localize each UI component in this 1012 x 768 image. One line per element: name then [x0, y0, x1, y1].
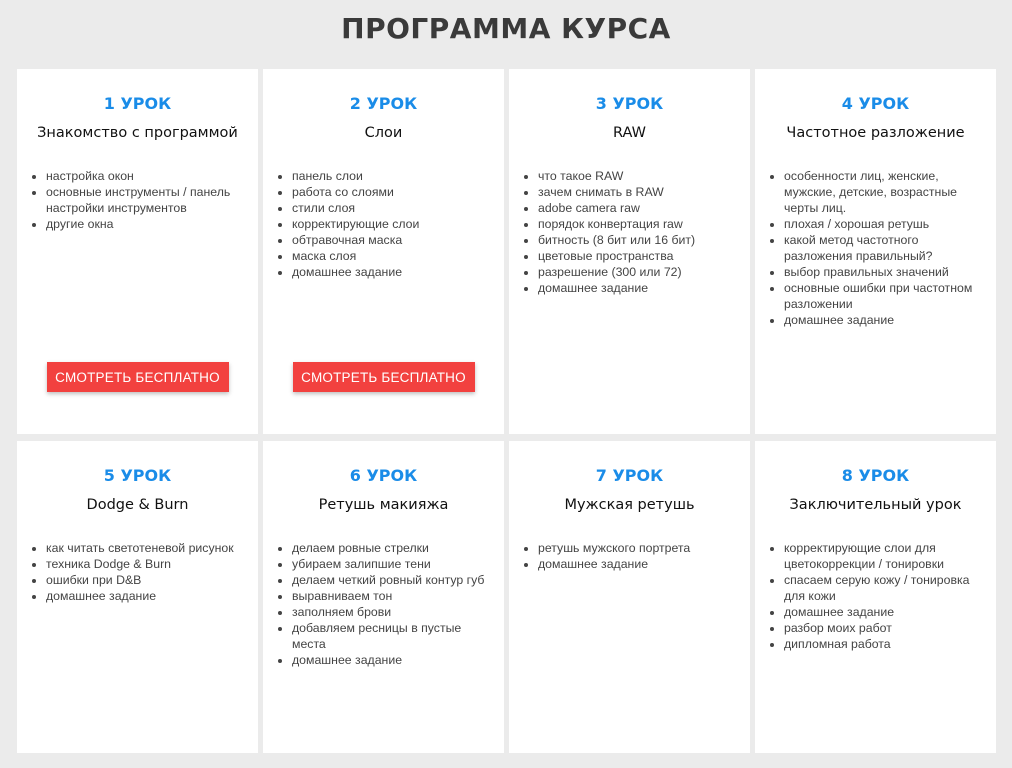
lesson-title: Слои [364, 125, 403, 141]
lesson-topics [27, 168, 252, 232]
lesson-title: Частотное разложение [786, 125, 965, 141]
topic-item: • зачем снимать в RAW [538, 184, 744, 200]
topic-item: • основные инструменты / панель настройки инструментов [46, 184, 252, 216]
lesson-number: 4 УРОК [841, 94, 910, 113]
lesson-number: 3 УРОК [595, 94, 664, 113]
lessons-grid [17, 69, 997, 753]
lesson-card-7 [509, 441, 750, 753]
topic-item: • корректирующие слои для цветокоррекции / тонировки [784, 540, 990, 572]
lesson-topics [519, 168, 744, 296]
lesson-topics [519, 540, 744, 572]
lesson-card-6 [263, 441, 504, 753]
topic-item: • ошибки при D&B [46, 572, 252, 588]
topic-item: • основные ошибки при частотном разложении [784, 280, 990, 312]
watch-free-button[interactable]: СМОТРЕТЬ БЕСПЛАТНО [293, 362, 475, 392]
topic-item: • техника Dodge & Burn [46, 556, 252, 572]
topic-item: • корректирующие слои [292, 216, 498, 232]
topic-item: • цветовые пространства [538, 248, 744, 264]
lesson-topics [765, 168, 990, 328]
lesson-card-8 [755, 441, 996, 753]
topic-item: • домашнее задание [784, 604, 990, 620]
lesson-card-3 [509, 69, 750, 434]
topic-item: • работа со слоями [292, 184, 498, 200]
lesson-topics [273, 540, 498, 668]
topic-item: • обтравочная маска [292, 232, 498, 248]
topic-item: • какой метод частотного разложения правильный? [784, 232, 990, 264]
topic-item: • домашнее задание [292, 264, 498, 280]
topic-item: • маска слоя [292, 248, 498, 264]
lesson-title: Заключительный урок [789, 497, 962, 513]
topic-item: • другие окна [46, 216, 252, 232]
page-title: ПРОГРАММА КУРСА [341, 12, 671, 45]
lesson-card-5 [17, 441, 258, 753]
topic-item: • домашнее задание [538, 280, 744, 296]
lesson-title: Ретушь макияжа [318, 497, 449, 513]
topic-item: • домашнее задание [292, 652, 498, 668]
topic-item: • заполняем брови [292, 604, 498, 620]
lesson-topics [273, 168, 498, 280]
topic-item: • настройка окон [46, 168, 252, 184]
topic-item: • добавляем ресницы в пустые места [292, 620, 498, 652]
topic-item: • плохая / хорошая ретушь [784, 216, 990, 232]
lesson-number: 2 УРОК [349, 94, 418, 113]
topic-item: • убираем залипшие тени [292, 556, 498, 572]
topic-item: • дипломная работа [784, 636, 990, 652]
topic-item: • домашнее задание [46, 588, 252, 604]
lesson-number: 7 УРОК [595, 466, 664, 485]
topic-item: • битность (8 бит или 16 бит) [538, 232, 744, 248]
lesson-title: Мужская ретушь [564, 497, 695, 513]
watch-free-button[interactable]: СМОТРЕТЬ БЕСПЛАТНО [47, 362, 229, 392]
lesson-title: Знакомство с программой [37, 125, 238, 141]
topic-item: • выбор правильных значений [784, 264, 990, 280]
topic-item: • особенности лиц, женские, мужские, детские, возрастные черты лиц. [784, 168, 990, 216]
lesson-title: RAW [613, 125, 646, 141]
topic-item: • домашнее задание [538, 556, 744, 572]
topic-item: • стили слоя [292, 200, 498, 216]
lesson-number: 5 УРОК [103, 466, 172, 485]
topic-item: • выравниваем тон [292, 588, 498, 604]
lesson-title: Dodge & Burn [86, 497, 189, 513]
topic-item: • ретушь мужского портрета [538, 540, 744, 556]
lesson-number: 8 УРОК [841, 466, 910, 485]
topic-item: • adobe camera raw [538, 200, 744, 216]
lesson-topics [765, 540, 990, 652]
topic-item: • порядок конвертация raw [538, 216, 744, 232]
topic-item: • делаем ровные стрелки [292, 540, 498, 556]
lesson-card-2 [263, 69, 504, 434]
topic-item: • разрешение (300 или 72) [538, 264, 744, 280]
topic-item: • как читать светотеневой рисунок [46, 540, 252, 556]
lesson-card-4 [755, 69, 996, 434]
topic-item: • делаем четкий ровный контур губ [292, 572, 498, 588]
topic-item: • спасаем серую кожу / тонировка для кожи [784, 572, 990, 604]
lesson-number: 1 УРОК [103, 94, 172, 113]
topic-item: • что такое RAW [538, 168, 744, 184]
lesson-card-1 [17, 69, 258, 434]
lesson-topics [27, 540, 252, 604]
topic-item: • домашнее задание [784, 312, 990, 328]
lesson-number: 6 УРОК [349, 466, 418, 485]
topic-item: • панель слои [292, 168, 498, 184]
topic-item: • разбор моих работ [784, 620, 990, 636]
